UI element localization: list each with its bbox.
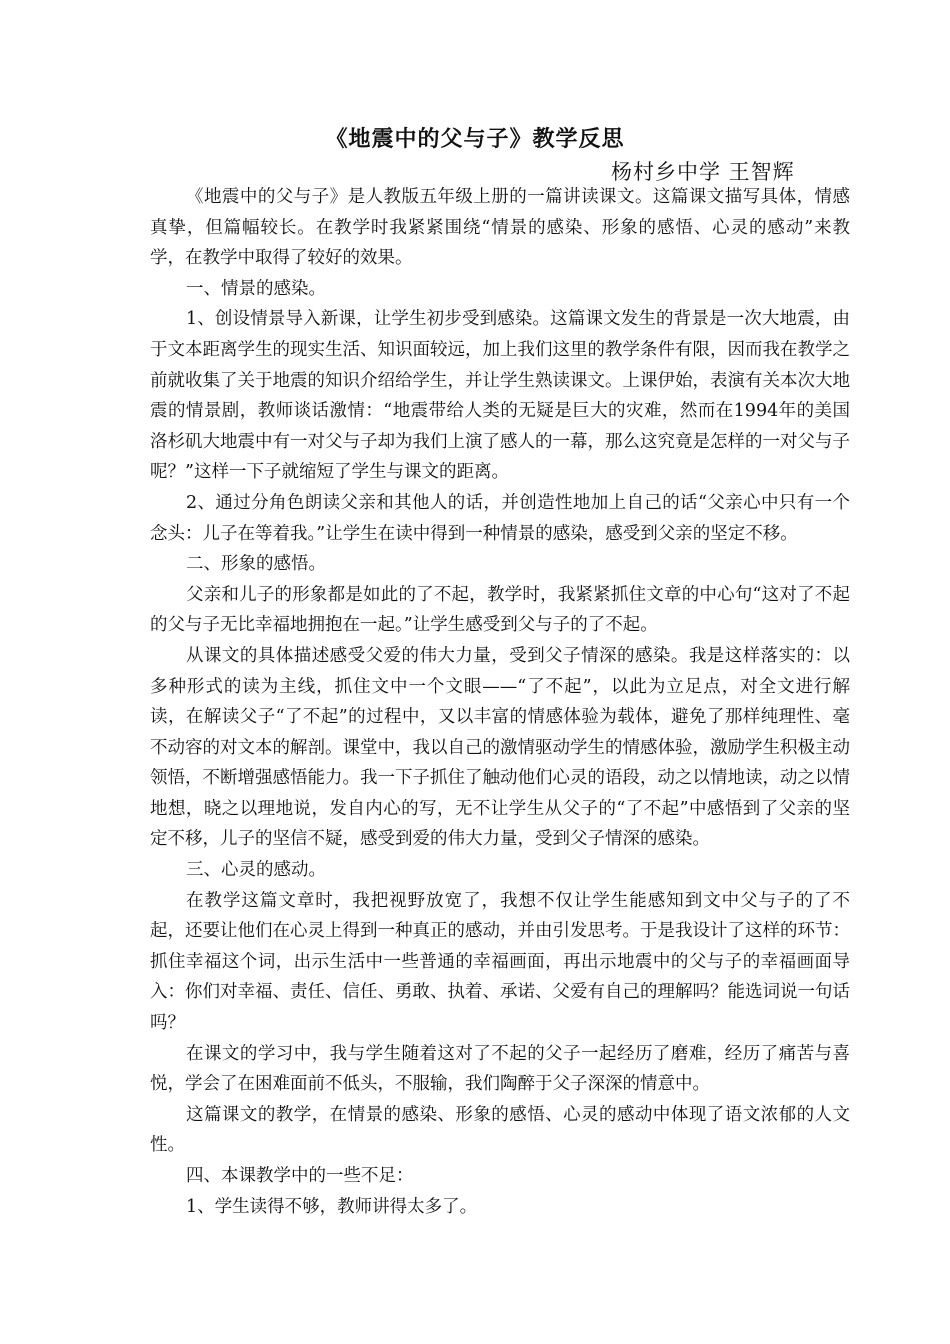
document-body — [150, 182, 850, 1222]
paragraph: 1、学生读得不够，教师讲得太多了。 — [186, 1196, 478, 1217]
section-heading-2: 二、形象的感悟。 — [186, 554, 326, 575]
paragraph: 这篇课文的教学，在情景的感染、形象的感悟、心灵的感动中体现了语文浓郁的人文性。 — [150, 1104, 850, 1156]
document-title: 《地震中的父与子》教学反思 — [325, 127, 625, 152]
intro-paragraph: 《地震中的父与子》是人教版五年级上册的一篇讲读课文。这篇课文描写具体，情感真挚，但篇幅较长。在教学时我紧紧围绕“情景的感染、形象的感悟、心灵的感动”来教学，在教学中取得了较好的效果。 — [150, 187, 850, 269]
paragraph: 2、通过分角色朗读父亲和其他人的话，并创造性地加上自己的话“父亲心中只有一个念头：儿子在等着我。”让学生在读中得到一种情景的感染，感受到父亲的坚定不移。 — [150, 492, 850, 544]
author-line: 杨村乡中学 王智辉 — [611, 160, 795, 184]
paragraph: 在教学这篇文章时，我把视野放宽了，我想不仅让学生能感知到文中父与子的了不起，还要让他们在心灵上得到一种真正的感动，并由引发思考。于是我设计了这样的环节：抓住幸福这个词，出示生活中一些普通的幸福画面，再出示地震中的父与子的幸福画面导入：你们对幸福、责任、信任、勇敢、执着、承诺、父爱有自己的理解吗？能选词说一句话吗？ — [150, 890, 850, 1034]
paragraph: 在课文的学习中，我与学生随着这对了不起的父子一起经历了磨难，经历了痛苦与喜悦，学会了在困难面前不低头，不服输，我们陶醉于父子深深的情意中。 — [150, 1043, 850, 1095]
paragraph: 父亲和儿子的形象都是如此的了不起，教学时，我紧紧抓住文章的中心句“这对了不起的父与子无比幸福地拥抱在一起。”让学生感受到父与子的了不起。 — [150, 584, 850, 636]
section-heading-4: 四、本课教学中的一些不足： — [186, 1166, 414, 1186]
section-heading-1: 一、情景的感染。 — [186, 278, 326, 299]
paragraph: 从课文的具体描述感受父爱的伟大力量，受到父子情深的感染。我是这样落实的：以多种形式的读为主线，抓住文中一个文眼——“了不起”，以此为立足点，对全文进行解读，在解读父子“了不起”的过程中，又以丰富的情感体验为载体，避免了那样纯理性、毫不动容的对文本的解剖。课堂中，我以自己的激情驱动学生的情感体验，激励学生积极主动领悟，不断增强感悟能力。我一下子抓住了触动他们心灵的语段，动之以情地读，动之以情地想，晓之以理地说，发自内心的写，无不让学生从父子的“了不起”中感悟到了父亲的坚定不移，儿子的坚信不疑，感受到爱的伟大力量，受到父子情深的感染。 — [150, 645, 850, 850]
paragraph: 1、创设情景导入新课，让学生初步受到感染。这篇课文发生的背景是一次大地震，由于文本距离学生的现实生活、知识面较远，加上我们这里的教学条件有限，因而我在教学之前就收集了关于地震的知识介绍给学生，并让学生熟读课文。上课伊始，表演有关本次大地震的情景剧，教师谈话激情：“地震带给人类的无疑是巨大的灾难，然而在1994年的美国洛杉矶大地震中有一对父与子却为我们上演了感人的一幕，那么这究竟是怎样的一对父与子呢？”这样一下子就缩短了学生与课文的距离。 — [150, 309, 850, 483]
section-heading-3: 三、心灵的感动。 — [186, 860, 326, 881]
